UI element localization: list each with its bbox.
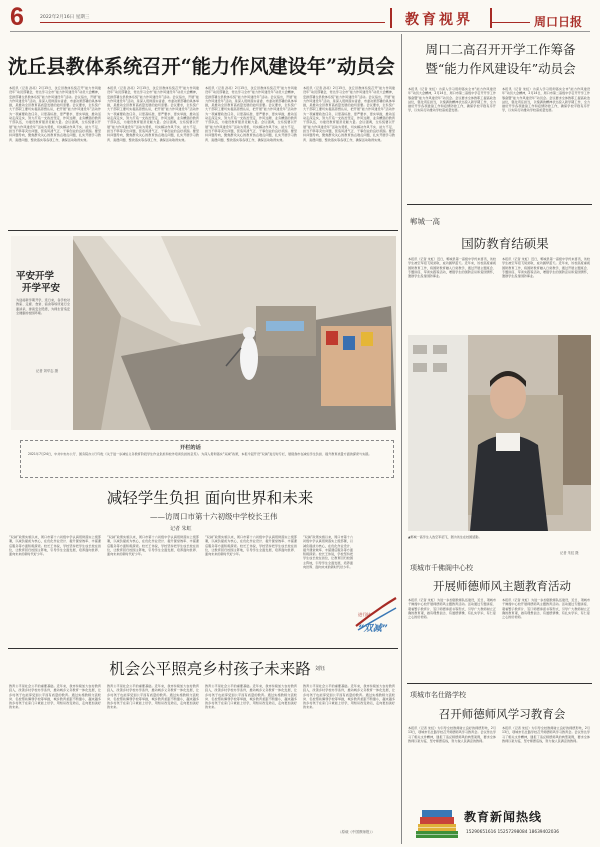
photo-caption-title-2: 开学平安 bbox=[22, 283, 61, 294]
divider-right-top bbox=[407, 204, 592, 205]
feature-headline: 减轻学生负担 面向世界和未来 bbox=[106, 489, 314, 507]
feature-body-col2: “双减”政策实施以来，周口市第十六初级中学认真贯彻落实上级部署，以减负提质为核心，在优化作业设计、提升课堂效率、丰富课后服务等方面积极探索。校长王伟说，学校坚持把学生成长放在首位，让教育回归校园主阵地，引导学生全面发展，培养面向世界、面向未来的新时代好少年。 bbox=[107, 535, 199, 557]
right-mid-kicker: 郸城一高 bbox=[410, 217, 440, 226]
article-main-headline: 沈丘县教体系统召开“能力作风建设年”动员会 bbox=[8, 55, 395, 78]
article-main-body-col2: 本报讯（记者 孙亮）2月15日，沈丘县教体系统召开“能力作风建设年”动员部署会，传达学习全市“能力作风建设年”动员大会精神，安排部署全县教体系统“能力作风建设年”活动。会议指出，开展“能力作风建设年”活动，是深入贯彻落实省委、市委决策部署的具体举措，是推动全县教育高质量发展的迫切需要。会议要求，全系统广大干部职工要切实提高思想认识，把开展“能力作风建设年”活动作为一项重要政治任务，以更高标准、更严要求、更实举措，推动活动走深走实，努力打造一支政治坚定、作风过硬、业务精湛的教育干部队伍，为建设教育强县贡献力量。会议强调，全系统要以开展“能力作风建设年”活动为契机，切实解决作风不实、能力不足、担当不够等突出问题，营造风清气正、干事创业的良好氛围。要坚持问题导向，聚焦群众关心的教育热点难点问题，扎实开展学习教育、查摆问题、整改落实等各项工作，确保活动取得实效。 bbox=[107, 86, 199, 142]
article-main-body-col1: 本报讯（记者 孙亮）2月15日，沈丘县教体系统召开“能力作风建设年”动员部署会，传达学习全市“能力作风建设年”动员大会精神，安排部署全县教体系统“能力作风建设年”活动。会议指出，开展“能力作风建设年”活动，是深入贯彻落实省委、市委决策部署的具体举措，是推动全县教育高质量发展的迫切需要。会议要求，全系统广大干部职工要切实提高思想认识，把开展“能力作风建设年”活动作为一项重要政治任务，以更高标准、更严要求、更实举措，推动活动走深走实，努力打造一支政治坚定、作风过硬、业务精湛的教育干部队伍，为建设教育强县贡献力量。会议强调，全系统要以开展“能力作风建设年”活动为契机，切实解决作风不实、能力不足、担当不够等突出问题，营造风清气正、干事创业的良好氛围。要坚持问题导向，聚焦群众关心的教育热点难点问题，扎实开展学习教育、查摆问题、整改落实等各项工作，确保活动取得实效。 bbox=[9, 86, 101, 142]
xiangcheng2-body-col2: 本报讯（记者 朱虹）为引导全校教师树立良好的师德形象，2月13日，项城市名仕路学校召开师德师风学习教育会。会议传达学习了相关文件精神，通报了违反师德师风的典型案例，要求全体教师以案为鉴，坚守师德底线，努力做人民满意的教师。 bbox=[502, 726, 590, 743]
section-title: 教育视界 bbox=[405, 12, 473, 28]
photo-student bbox=[408, 335, 591, 531]
hotline-numbers: 15290651616 15257298084 18639402036 bbox=[466, 830, 559, 835]
header-right-rule bbox=[490, 22, 530, 23]
xiangcheng1-headline: 开展师德师风主题教育活动 bbox=[433, 579, 571, 593]
xiangcheng2-kicker: 项城市名仕路学校 bbox=[410, 691, 466, 699]
bottom-left-body-col4: 教育公平是社会公平的重要基础。近年来，我市持续加大农村教育投入，改善乡村学校办学条件，推动城乡义务教育一体化发展，让乡村孩子也能享受到公平而有质量的教育。通过实施教师交流轮岗、名校帮扶薄弱学校等举措，城乡教育差距不断缩小，越来越多的乡村孩子在家门口就能上好学，用知识改变命运，走向更加美好的未来。 bbox=[303, 684, 395, 710]
feature-body-col1: “双减”政策实施以来，周口市第十六初级中学认真贯彻落实上级部署，以减负提质为核心，在优化作业设计、提升课堂效率、丰富课后服务等方面积极探索。校长王伟说，学校坚持把学生成长放在首位，让教育回归校园主阵地，引导学生全面发展，培养面向世界、面向未来的新时代好少年。 bbox=[9, 535, 101, 557]
right-top-body-col1: 本报讯（记者 朱虹）为深入学习贯彻落实全市“能力作风建设年”动员大会精神，2月14日，周口市第二高级中学召开开学工作筹备暨“能力作风建设年”动员会。会议要求全体教职工提高政治站位，强化责任担当，以饱满的精神状态投入新学期工作，全力做好开学各项准备工作和疫情防控工作，确保学校平稳有序开学，以实际行动推动学校高质量发展。 bbox=[408, 87, 496, 113]
feature-subheadline: ——访周口市第十六初级中学校长王伟 bbox=[150, 512, 278, 521]
date-line: 2022年2月16日 星期三 bbox=[40, 15, 90, 20]
bottom-left-source: （原载《中国教师报》） bbox=[338, 830, 375, 834]
hotline-title: 教育新闻热线 bbox=[464, 810, 543, 824]
header-left-rule bbox=[40, 22, 385, 23]
article-main-body-col3: 本报讯（记者 孙亮）2月15日，沈丘县教体系统召开“能力作风建设年”动员部署会，传达学习全市“能力作风建设年”动员大会精神，安排部署全县教体系统“能力作风建设年”活动。会议指出，开展“能力作风建设年”活动，是深入贯彻落实省委、市委决策部署的具体举措，是推动全县教育高质量发展的迫切需要。会议要求，全系统广大干部职工要切实提高思想认识，把开展“能力作风建设年”活动作为一项重要政治任务，以更高标准、更严要求、更实举措，推动活动走深走实，努力打造一支政治坚定、作风过硬、业务精湛的教育干部队伍，为建设教育强县贡献力量。会议强调，全系统要以开展“能力作风建设年”活动为契机，切实解决作风不实、能力不足、担当不够等突出问题，营造风清气正、干事创业的良好氛围。要坚持问题导向，聚焦群众关心的教育热点难点问题，扎实开展学习教育、查摆问题、整改落实等各项工作，确保活动取得实效。 bbox=[205, 86, 297, 142]
editor-note-body: 2021年7月24日，中共中央办公厅、国务院办公厅印发《关于进一步减轻义务教育阶段学生作业负担和校外培训负担的意见》。为深入贯彻落实“双减”政策，本报今起开设“双减”进行时专栏，展现我市在减轻学生负担、提升教育质量方面的探索与实践。 bbox=[28, 452, 372, 456]
column-divider bbox=[401, 34, 402, 844]
bottom-left-byline: 刘钰 bbox=[315, 666, 326, 672]
divider-above-bottom bbox=[8, 648, 398, 649]
photo-caption-text: 为迎接新学期开学，连日来，各学校对教室、走廊、食堂、宿舍等场所进行全面消杀，排查安全隐患，为师生营造安全健康的校园环境。 bbox=[16, 298, 70, 315]
feature-body-col4: “双减”政策实施以来，周口市第十六初级中学认真贯彻落实上级部署，以减负提质为核心，在优化作业设计、提升课堂效率、丰富课后服务等方面积极探索。校长王伟说，学校坚持把学生成长放在首位，让教育回归校园主阵地，引导学生全面发展，培养面向世界、面向未来的新时代好少年。 bbox=[303, 535, 353, 570]
right-top-headline-2: 暨“能力作风建设年”动员会 bbox=[425, 61, 576, 76]
editor-note-title: 开栏的话 bbox=[180, 445, 201, 451]
right-mid-headline: 国防教育结硕果 bbox=[461, 236, 549, 251]
right-top-body-col2: 本报讯（记者 朱虹）为深入学习贯彻落实全市“能力作风建设年”动员大会精神，2月14日，周口市第二高级中学召开开学工作筹备暨“能力作风建设年”动员会。会议要求全体教职工提高政治站位，强化责任担当，以饱满的精神状态投入新学期工作，全力做好开学各项准备工作和疫情防控工作，确保学校平稳有序开学，以实际行动推动学校高质量发展。 bbox=[502, 87, 590, 113]
right-mid-body-col1: 本报讯（记者 朱虹）近日，郸城县第一高级中学传来喜讯，该校学生被空军招飞局录取，成功圆梦蓝天。近年来，该校高度重视国防教育工作，将国防教育融入日常教学，通过开展主题班会、专题讲座、军训实践等活动，增强学生的国防意识和爱国情怀，激励学生投身国防事业。 bbox=[408, 257, 496, 279]
right-top-headline-1: 周口二高召开开学工作筹备 bbox=[425, 42, 576, 57]
xiangcheng1-kicker: 项城市千佛阁中心校 bbox=[410, 564, 473, 572]
bottom-left-headline: 机会公平照亮乡村孩子未来路 bbox=[109, 660, 311, 678]
article-main-body-col4: 本报讯（记者 孙亮）2月15日，沈丘县教体系统召开“能力作风建设年”动员部署会，传达学习全市“能力作风建设年”动员大会精神，安排部署全县教体系统“能力作风建设年”活动。会议指出，开展“能力作风建设年”活动，是深入贯彻落实省委、市委决策部署的具体举措，是推动全县教育高质量发展的迫切需要。会议要求，全系统广大干部职工要切实提高思想认识，把开展“能力作风建设年”活动作为一项重要政治任务，以更高标准、更严要求、更实举措，推动活动走深走实，努力打造一支政治坚定、作风过硬、业务精湛的教育干部队伍，为建设教育强县贡献力量。会议强调，全系统要以开展“能力作风建设年”活动为契机，切实解决作风不实、能力不足、担当不够等突出问题，营造风清气正、干事创业的良好氛围。要坚持问题导向，聚焦群众关心的教育热点难点问题，扎实开展学习教育、查摆问题、整改落实等各项工作，确保活动取得实效。 bbox=[303, 86, 395, 142]
books-icon bbox=[414, 805, 460, 841]
feature-byline: 记者 朱虹 bbox=[170, 526, 192, 532]
page-number: 6 bbox=[10, 3, 24, 31]
shuangjian-badge-sub: 进行时 bbox=[358, 612, 371, 617]
bottom-left-body-col1: 教育公平是社会公平的重要基础。近年来，我市持续加大农村教育投入，改善乡村学校办学条件，推动城乡义务教育一体化发展，让乡村孩子也能享受到公平而有质量的教育。通过实施教师交流轮岗、名校帮扶薄弱学校等举措，城乡教育差距不断缩小，越来越多的乡村孩子在家门口就能上好学，用知识改变命运，走向更加美好的未来。 bbox=[9, 684, 101, 710]
books-icon-svg bbox=[414, 805, 460, 841]
header-bottom-rule bbox=[10, 31, 590, 32]
photo-student-credit: 记者 朱虹 摄 bbox=[560, 551, 579, 555]
divider-xiangcheng bbox=[407, 683, 592, 684]
xiangcheng2-body-col1: 本报讯（记者 朱虹）为引导全校教师树立良好的师德形象，2月13日，项城市名仕路学校召开师德师风学习教育会。会议传达学习了相关文件精神，通报了违反师德师风的典型案例，要求全体教师以案为鉴，坚守师德底线，努力做人民满意的教师。 bbox=[408, 726, 496, 743]
right-mid-body-col2: 本报讯（记者 朱虹）近日，郸城县第一高级中学传来喜讯，该校学生被空军招飞局录取，成功圆梦蓝天。近年来，该校高度重视国防教育工作，将国防教育融入日常教学，通过开展主题班会、专题讲座、军训实践等活动，增强学生的国防意识和爱国情怀，激励学生投身国防事业。 bbox=[502, 257, 590, 279]
shuangjian-badge-main: “双减” bbox=[358, 624, 388, 634]
masthead: 周口日报 bbox=[534, 15, 583, 29]
bottom-left-body-col3: 教育公平是社会公平的重要基础。近年来，我市持续加大农村教育投入，改善乡村学校办学条件，推动城乡义务教育一体化发展，让乡村孩子也能享受到公平而有质量的教育。通过实施教师交流轮岗、名校帮扶薄弱学校等举措，城乡教育差距不断缩小，越来越多的乡村孩子在家门口就能上好学，用知识改变命运，走向更加美好的未来。 bbox=[205, 684, 297, 710]
divider-under-main bbox=[8, 230, 398, 231]
xiangcheng1-body-col1: 本报讯（记者 朱虹）为进一步加强教师队伍建设，近日，项城市千佛阁中心校开展师德师风主题教育活动。活动通过专题讲座、观看警示教育片、签订师德承诺书等形式，引导广大教师树立正确的教育观，做有理想信念、有道德情操、有扎实学识、有仁爱之心的好老师。 bbox=[408, 598, 496, 620]
photo-student-caption: ▲郸城一高学生入选空军招飞，图为该生在校园留影。 bbox=[408, 535, 482, 539]
xiangcheng2-headline: 召开师德师风学习教育会 bbox=[438, 707, 566, 721]
student-photo-image bbox=[408, 335, 591, 531]
bottom-left-body-col2: 教育公平是社会公平的重要基础。近年来，我市持续加大农村教育投入，改善乡村学校办学条件，推动城乡义务教育一体化发展，让乡村孩子也能享受到公平而有质量的教育。通过实施教师交流轮岗、名校帮扶薄弱学校等举措，城乡教育差距不断缩小，越来越多的乡村孩子在家门口就能上好学，用知识改变命运，走向更加美好的未来。 bbox=[107, 684, 199, 710]
photo-caption-credit: 记者 刘华志 摄 bbox=[36, 369, 58, 373]
xiangcheng1-body-col2: 本报讯（记者 朱虹）为进一步加强教师队伍建设，近日，项城市千佛阁中心校开展师德师风主题教育活动。活动通过专题讲座、观看警示教育片、签订师德承诺书等形式，引导广大教师树立正确的教育观，做有理想信念、有道德情操、有扎实学识、有仁爱之心的好老师。 bbox=[502, 598, 590, 620]
feature-body-col3: “双减”政策实施以来，周口市第十六初级中学认真贯彻落实上级部署，以减负提质为核心，在优化作业设计、提升课堂效率、丰富课后服务等方面积极探索。校长王伟说，学校坚持把学生成长放在首位，让教育回归校园主阵地，引导学生全面发展，培养面向世界、面向未来的新时代好少年。 bbox=[205, 535, 297, 557]
photo-caption-title-1: 平安开学 bbox=[16, 271, 55, 282]
